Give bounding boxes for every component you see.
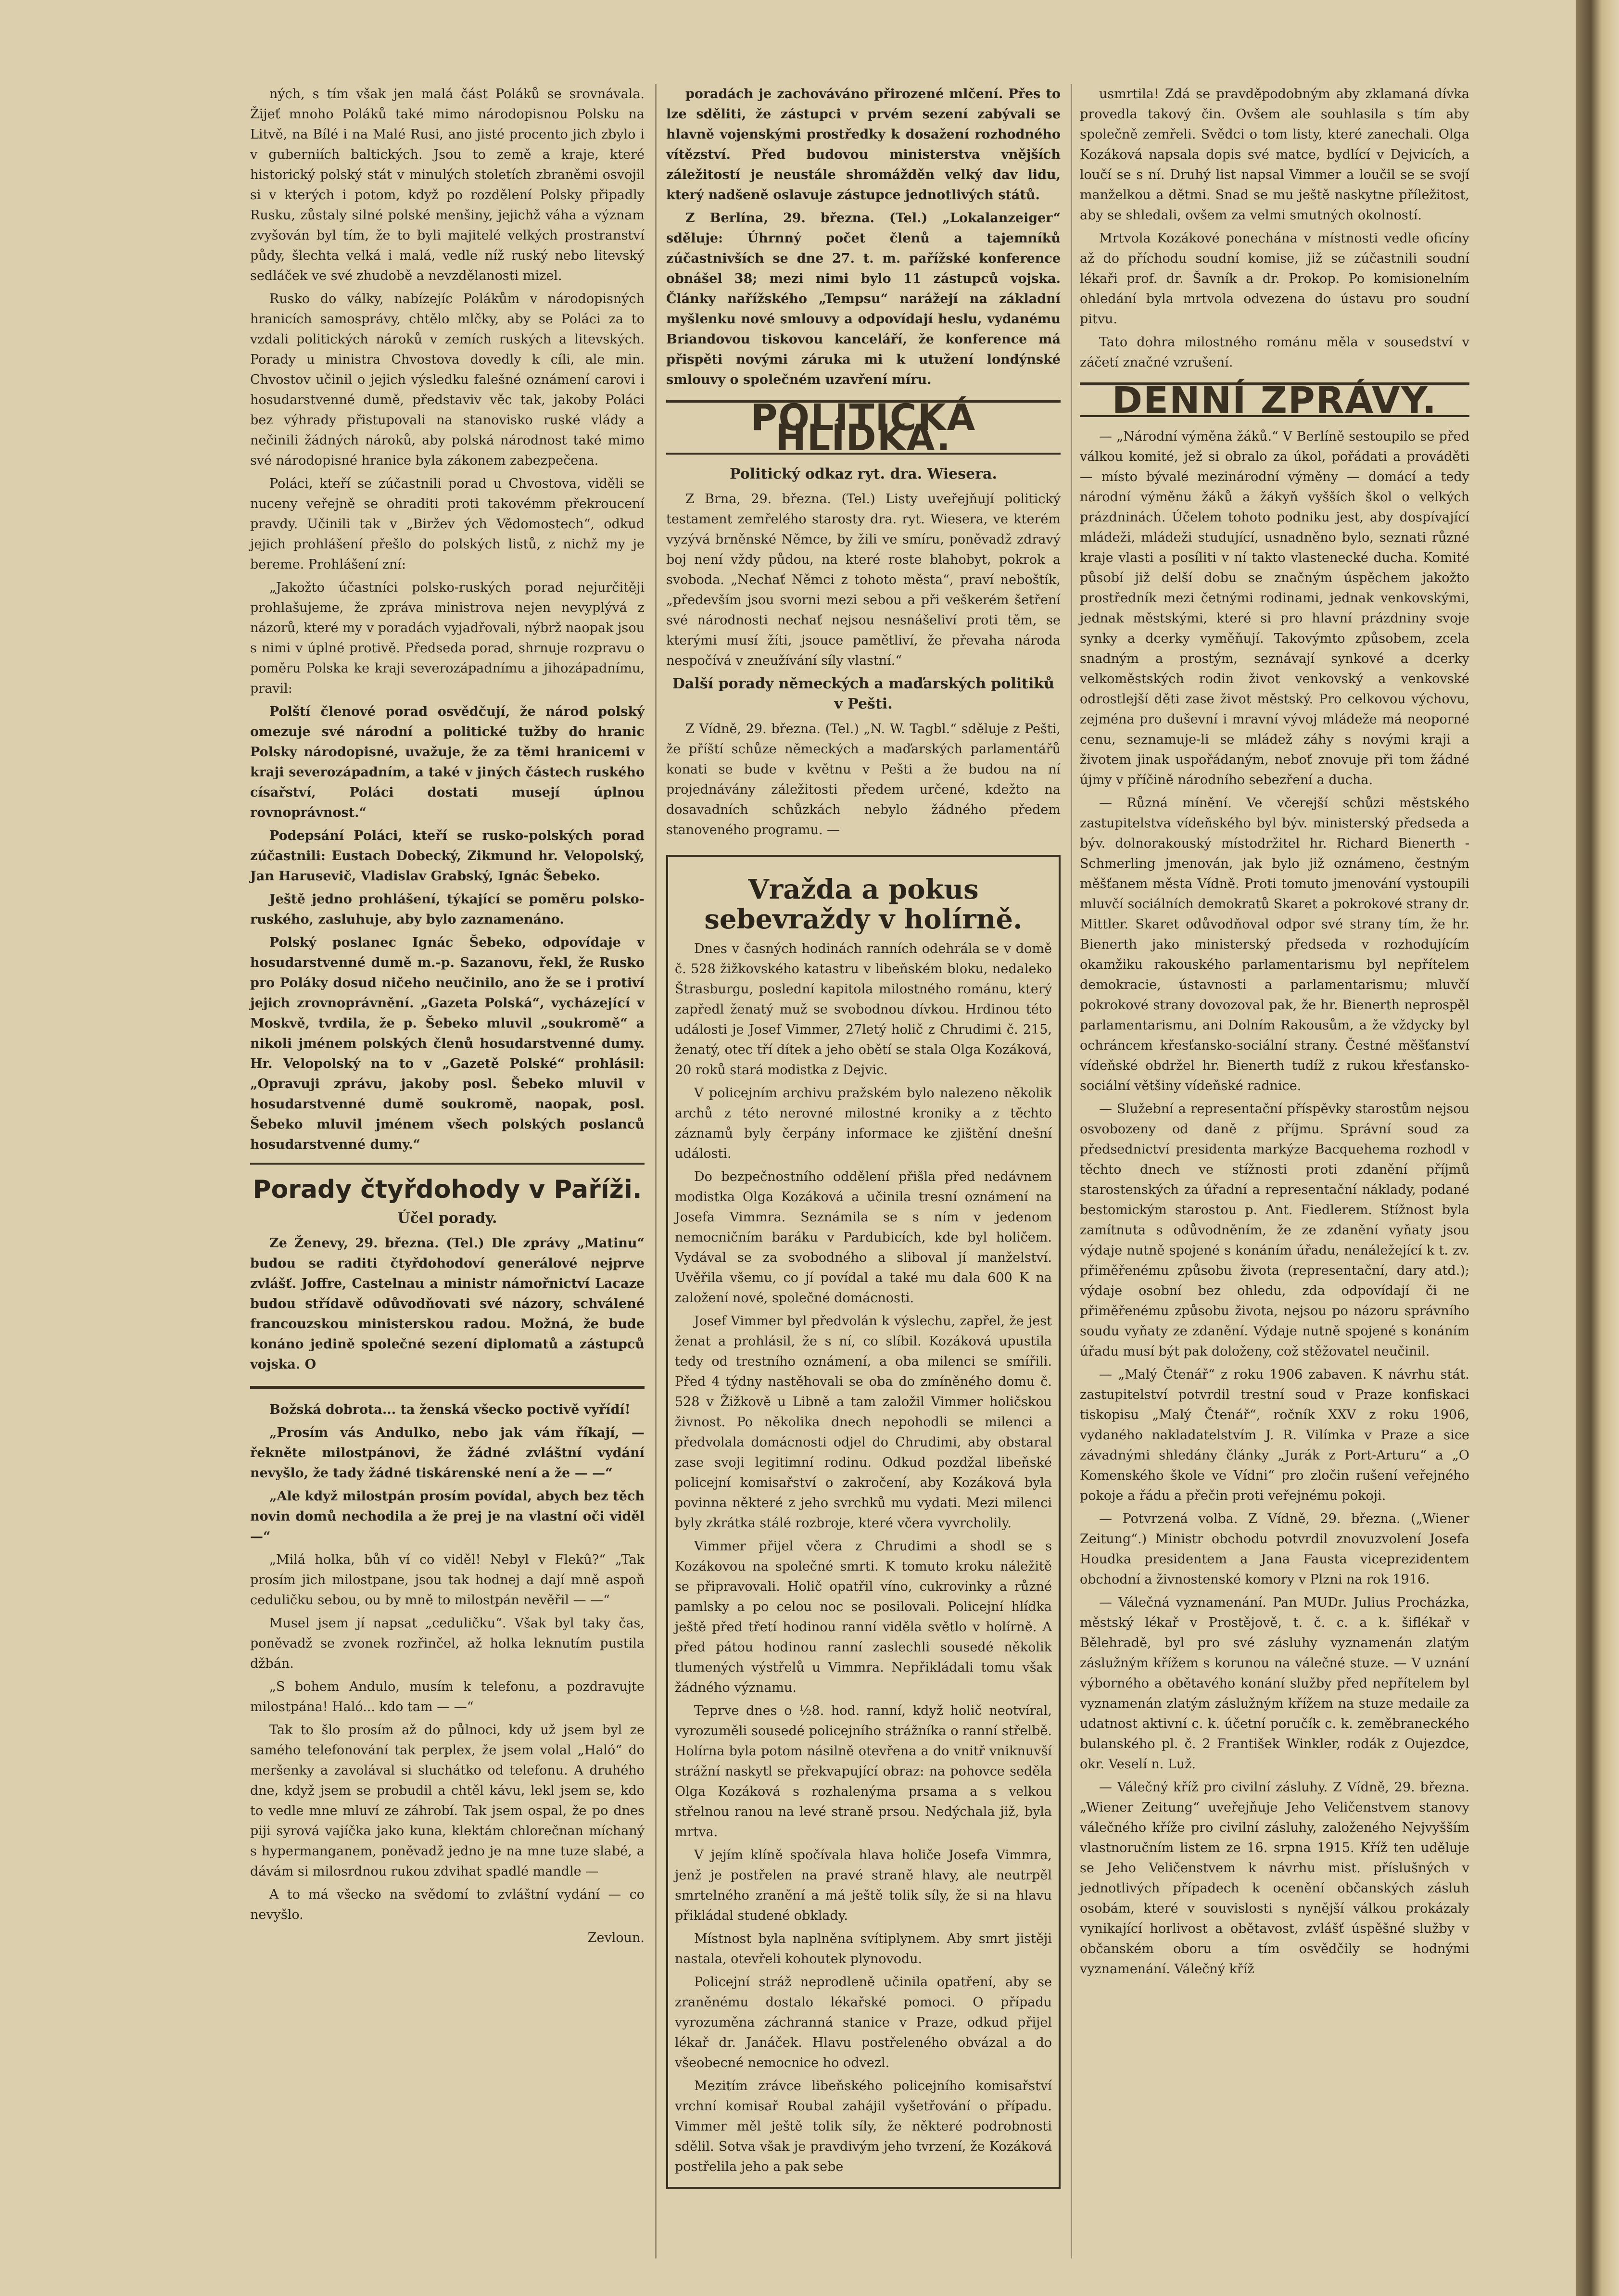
paragraph: Z Berlína, 29. března. (Tel.) „Lokalanzeiger“ sděluje: Úhrnný počet členů a tajemníků zúčastnivších se dne 27. t. m. pařížské konference obnášel 38; mezi nimi bylo 11 zástupců vojska. Články nařížského „Tempsu“ narážejí na základní myšlenku nové smlouvy a odpovídají heslu, vydanému Briandovou tiskovou kanceláří, že konference má přispěti novými záruka mi k utužení londýnské smlouvy o společném uzavření míru.	[666, 211, 1061, 387]
paragraph: — Potvrzená volba. Z Vídně, 29. března. („Wiener Zeitung“.) Ministr obchodu potvrdil znovuzvolení Josefa Houdka presidentem a Jana Fausta viceprezidentem obchodní a živnostenské komory v Plzni na rok 1916.	[1080, 1511, 1469, 1587]
column-3	[1080, 84, 1469, 1982]
paragraph: Josef Vimmer byl předvolán k výslechu, zapřel, že jest ženat a prohlásil, že s ní, co slíbil. Kozáková upustila tedy od trestního oznámení, a oba milenci se smířili. Před 4 týdny nastěhovali se oba do zmíněného domu č. 528 v Žižkově u Libně a tam založil Vimmer holičskou živnost. Po několika dnech nepohodli se milenci a předvolala domácnosti odjel do Chrudimi, aby obstaral zase svoji legitimní rodinu. Odkud pozdžal libeňské policejní komisařství o zakročení, aby Kozáková byla povinna některé z jeho svrchků mu vydati. Mezi milenci byly zkrátka stálé rozbroje, které včera vyvrcholily.	[675, 1314, 1052, 1531]
paragraph: „Jakožto účastníci polsko-ruských porad nejurčitěji prohlašujeme, že zpráva ministrova nejen nevyplývá z názorů, které my v poradách vyjadřovali, nýbrž naopak jsou s nimi v úplné protivě. Předseda porad, shrnuje rozpravu o poměru Polska ke kraji severozápadnímu a jihozápadnímu, pravil:	[250, 580, 645, 696]
article-box	[666, 855, 1061, 2189]
divider	[250, 1163, 645, 1165]
paragraph: Z Vídně, 29. března. (Tel.) „N. W. Tagbl.“ sděluje z Pešti, že příští schůze německých a maďarských parlamentářů konati se bude v květnu v Pešti a že budou na ní projednávány záležitosti předem určené, kdežto na dosavadních schůzkách nebylo žádného předem stanoveného programu. —	[666, 722, 1061, 837]
paragraph: — Válečná vyznamenání. Pan MUDr. Julius Procházka, městský lékař v Prostějově, t. č. c. a k. šiflékař v Bělehradě, byl pro své zásluhy vyznamenán zlatým záslužným křížem s korunou na válečné stuze. — V uznání výborného a obětavého konání služby před nepřítelem byl vyznamenán zlatým záslužným křížem na stuze medaile za udatnost aktivní c. k. účetní poručík c. k. zeměbraneckého bulanského pl. č. 2 František Winkler, rodák z Oujezdce, okr. Veselí n. Luž.	[1080, 1595, 1469, 1772]
article-subhead: Další porady německých a maďarských politiků v Pešti.	[672, 675, 1054, 712]
column-1	[250, 84, 645, 1948]
author-signature: Zevloun.	[587, 1930, 645, 1946]
paragraph: Musel jsem jí napsat „ceduličku“. Však byl taky čas, poněvadž se zvonek rozřinčel, až holka leknutím pustila džbán.	[250, 1616, 645, 1672]
paragraph: Vimmer přijel včera z Chrudimi a shodl se s Kozákovou na společné smrti. K tomuto kroku náležitě se připravovali. Holič opatřil víno, cukrovinky a různé pamlsky a po celou noc se posilovali. Policejní hlídka ještě před třetí hodinou ranní viděla světlo v holírně. A před pátou hodinou ranní zaslechli sousedé několik tlumených výstřelů u Vimmra. Nepřikládali tomu však žádného významu.	[675, 1539, 1052, 1696]
paragraph: A to má všecko na svědomí to zvláštní vydání — co nevyšlo.	[250, 1887, 645, 1923]
paragraph: „Milá holka, bůh ví co viděl! Nebyl v Flekû?“ „Tak prosím jich milostpane, jsou tak hodnej a dají mně aspoň ceduličku sebou, ou by mně to milostpán nevěřil — —“	[250, 1552, 645, 1608]
paragraph: Rusko do války, nabízejíc Polákům v národopisných hranicích samosprávy, chtělo mlčky, aby se Poláci za to vzdali politických nároků v zemích ruských a litevských. Porady u ministra Chvostova dovedly k cíli, ale min. Chvostov učinil o jejich výsledku falešné oznámení carovi i hosudarstvenné dumě, představiv věc tak, jakoby Poláci bez výhrady přistupovali na stanovisko ruské vlády a nečinili žádných nároků, aby polská národnost také mimo své národopisné hranice byla zákonem zabezpečena.	[250, 292, 645, 468]
article-subhead: Politický odkaz ryt. dra. Wiesera.	[730, 466, 997, 482]
paragraph: — „Národní výměna žáků.“ V Berlíně sestoupilo se před válkou komité, jež si obralo za úkol, pořádati a prováděti — místo bývalé mezinárodní výměny — domácí a tedy národní výměnu žáků a žákyň vyšších škol o velkých prázdninách. Účelem tohoto podniku jest, aby dospívající mládeži, mládeži studující, usnadněno bylo, seznati různé kraje vlasti a posíliti v ní takto vlastenecké ducha. Komité působí již delší dobu se značným úspěchem jakožto prostředník mezi četnými rodinami, jednak venkovskými, jednak městskými, které si pro hlavní prázdniny svoje synky a dcerky vyměňují. Takovýmto způsobem, zcela snadným a prostým, seznávají synkové a dcerky velkoměstských rodin život venkovský a venkovské odrostlejší děti zase život městský. Pro celkovou výchovu, zejména pro duševní i mravní vývoj mládeže má neoporné cenu, seznamuje-li se mládež záhy s novými kraji a životem jinak uspořádaným, neboť znovuje při tom žádné újmy v příčině národního sebezření a ducha.	[1080, 429, 1469, 787]
paragraph: Teprve dnes o ½8. hod. ranní, když holič neotvíral, vyrozuměli sousedé policejního strážníka o ranní střelbě. Holírna byla potom násilně otevřena a do vnitř vniknuvší strážní naskytl se překvapující obraz: na pohovce seděla Olga Kozáková s rozhalenýma prsama a s velkou střelnou ranou na levé straně prsou. Nedýchala již, byla mrtva.	[675, 1703, 1052, 1840]
paragraph: V policejním archivu pražském bylo nalezeno několik archů z této nerovné milostné kroniky a z těchto záznamů byly čerpány informace ke zjištění dnešní události.	[675, 1086, 1052, 1162]
paragraph: poradách je zachováváno přirozené mlčení. Přes to lze sděliti, že zástupci v prvém sezení zabývali se hlavně vojenskými prostředky k dosažení rozhodného vítězství. Před budovou ministerstva vnějších záležitostí je neustále shromážděn velký dav lidu, který nadšeně oslavuje zástupce jednotlivých států.	[666, 87, 1061, 203]
paragraph: Policejní stráž neprodleně učinila opatření, aby se zraněnému dostalo lékařské pomoci. O případu vyrozuměna záchranná stanice v Praze, odkud přijel lékař dr. Janáček. Hlavu postřeleného obvázal a do všeobecné nemocnice ho odvezl.	[675, 1975, 1052, 2071]
paragraph: Dnes v časných hodinách ranních odehrála se v domě č. 528 žižkovského katastru v libeňském bloku, nedaleko Štrasburgu, poslední kapitola milostného románu, který zapředl ženatý muž se svobodnou dívkou. Hrdinou této události je Josef Vimmer, 27letý holič z Chrudimi č. 215, ženatý, otec tří dítek a jeho obětí se stala Olga Kozáková, 20 roků stará modistka z Dejvic.	[675, 941, 1052, 1078]
column-2	[666, 84, 1061, 2203]
paragraph: Poláci, kteří se zúčastnili porad u Chvostova, viděli se nuceny veřejně se ohraditi proti takovémm překroucení pravdy. Učinili tak v „Biržev ých Vědomostech“, odkud jejich prohlášení přešlo do polských listů, z nichž my je bereme. Prohlášení zní:	[250, 476, 645, 572]
paragraph: „Ale když milostpán prosím povídal, abych bez těch novin domů nechodila a že prej je na vlastní oči viděl —“	[250, 1489, 645, 1545]
paragraph: V jejím klíně spočívala hlava holiče Josefa Vimmra, jenž je postřelen na pravé straně hlavy, ale neutrpěl smrtelného zranění a má ještě tolik síly, že si na hlavu přikládal studené obklady.	[675, 1848, 1052, 1924]
page-edge	[1576, 0, 1619, 2296]
paragraph: Ještě jedno prohlášení, týkající se poměru polsko-ruského, zasluhuje, aby bylo zaznamenáno.	[250, 892, 645, 927]
section-banner: DENNÍ ZPRÁVY.	[1080, 382, 1469, 417]
paragraph: ných, s tím však jen malá část Poláků se srovnávala. Žijeť mnoho Poláků také mimo národopisnou Polsku na Litvě, na Bílé i na Malé Rusi, ano jisté procento jich zbylo i v guberniích baltických. Jsou to země a kraje, které historický polský stát v minulých stoletích zbraněmi osvojil si v kterých i potom, když po rozdělení Polsky připadly Rusku, zůstaly silné polské menšiny, jejichž váha a význam zvyšován byl tím, že to byli majitelé velkých prostranství půdy, šlechta velká i malá, vedle níž ruský nebo litevský sedláček ve své zhudobě a nevzdělanosti mizel.	[250, 87, 645, 283]
paragraph: — Různá mínění. Ve včerejší schůzi městského zastupitelstva vídeňského byl býv. ministerský předseda a býv. dolnorakouský místodržitel hr. Richard Bienerth -Schmerling jmenován, jak bylo již oznámeno, čestným měšťanem města Vídně. Proti tomuto jmenování vystoupili mluvčí sociálních demokratů Skaret a pokrokové strany dr. Mittler. Skaret odůvodňoval odpor své strany tím, že hr. Bienerth jako ministerský předseda v rozhodujícím okamžiku rakouského parlamentarismu byl nepřítelem demokracie, ústavnosti a parlamentarismu; mluvčí pokrokové strany dovozoval pak, že hr. Bienerth neprospěl parlamentarismu, ani Dolním Rakousům, a že vždycky byl ochráncem křesťansko-sociální strany. Čestné měšťanství vídeňské obdržel hr. Bienerth tudíž z rukou křesťansko-sociální většiny vídeňské radnice.	[1080, 796, 1469, 1093]
paragraph: Tak to šlo prosím až do půlnoci, kdy už jsem byl ze samého telefonování tak perplex, že jsem volal „Haló“ do meršenky a zavolával si sluchátko od telefonu. A druhého dne, když jsem se probudil a chtěl kávu, lekl jsem se, kdo to vedle mne mluví ze záhrobí. Tak jsem ospal, že po dnes piji syrová vajíčka jako kuna, klektám chlorečnan míchaný s hypermanganem, poněvadž jedno je na mne tuze slabé, a dávám si milosrdnou rukou zdvihat spadlé mandle —	[250, 1723, 645, 1879]
divider	[250, 1383, 645, 1391]
paragraph: Polští členové porad osvědčují, že národ polský omezuje své národní a politické tužby do hranic Polsky národopisné, uvažuje, že za těmi hranicemi v kraji severozápadním, a také v jiných částech ruského císařství, Poláci dostati musejí úplnou rovnoprávnost.“	[250, 704, 645, 820]
paragraph: Do bezpečnostního oddělení přišla před nedávnem modistka Olga Kozáková a učinila tresní oznámení na Josefa Vimmra. Seznámila se s ním v jedenom nemocničním baráku v Pardubicích, kde byl holičem. Vydával se za svobodného a sliboval jí manželství. Uvěřila všemu, co jí povídal a také mu dala 600 K na založení nové, společné domácnosti.	[675, 1169, 1052, 1306]
paragraph: usmrtila! Zdá se pravděpodobným aby zklamaná dívka provedla takový čin. Ovšem ale souhlasila s tím aby společně zemřeli. Svědci o tom listy, které zanechali. Olga Kozáková napsala dopis své matce, bydlící v Dejvicích, a loučí se s ní. Druhý list napsal Vimmer a loučil se se svojí manželkou a dětmi. Snad se mu ještě naskytne příležitost, aby se shledali, ovšem za velmi smutných okolností.	[1080, 87, 1469, 223]
article-headline: Vražda a pokus sebevraždy v holírně.	[704, 874, 1023, 935]
paragraph: Místnost byla naplněna svítiplynem. Aby smrt jistěji nastala, otevřeli kohoutek plynovodu.	[675, 1931, 1052, 1967]
article-headline: Porady čtyřdohody v Paříži.	[253, 1175, 642, 1204]
section-banner: POLITICKÁ HLÍDKA.	[666, 400, 1061, 455]
paragraph: Božská dobrota... ta ženská všecko poctivě vyřídí!	[269, 1402, 631, 1418]
paragraph: — Válečný kříž pro civilní zásluhy. Z Vídně, 29. března. „Wiener Zeitung“ uveřejňuje Jeho Veličenstvem stanovy válečného kříže pro civilní zásluhy, založeného Nejvyšším vlastnoručním listem ze 16. srpna 1915. Kříž ten uděluje se Jeho Veličenstvem k návrhu mist. příslušných v jednotlivých případech k ocenění občanských zásluh osobám, které v souvislosti s nynější válkou prokázaly vynikající horlivost a obětavost, zvlášť úspěšné služby v občanském oboru a tím osvědčily se hodnými vyznamenání. Válečný kříž	[1080, 1780, 1469, 1977]
column-rule	[655, 84, 657, 2258]
paragraph: Ze Ženevy, 29. března. (Tel.) Dle zprávy „Matinu“ budou se raditi čtyřdohodoví generálové nejprve zvlášť. Joffre, Castelnau a ministr námořnictví Lacaze budou střídavě odůvodňovati své názory, schválené francouzskou ministerskou radou. Možná, že bude konáno jedině společné sezení diplomatů a zástupců vojska. O	[250, 1236, 645, 1372]
paragraph: „Prosím vás Andulko, nebo jak vám říkají, — řekněte milostpánovi, že žádné zvláštní vydání nevyšlo, že tady žádné tiskárenské není a že — —“	[250, 1425, 645, 1481]
paragraph: „S bohem Andulo, musím k telefonu, a pozdravujte milostpána! Haló... kdo tam — —“	[250, 1679, 645, 1715]
paragraph: Z Brna, 29. března. (Tel.) Listy uveřejňují politický testament zemřelého starosty dra. ryt. Wiesera, ve kterém vyzývá brněnské Němce, by žili ve smíru, poněvadž zdravý boj není vždy půdou, na které roste blahobyt, pokrok a svoboda. „Nechať Němci z tohoto města“, praví neboštík, „především jsou svorni mezi sebou a při veškerém šetření své národnosti nechať nejsou nesnášeliví proti těm, se kterými musí žíti, jsouce pamětliví, že převaha národa nespočívá v zneužívání síly vlastní.“	[666, 492, 1061, 668]
paragraph: — „Malý Čtenář“ z roku 1906 zabaven. K návrhu stát. zastupitelství potvrdil trestní soud v Praze konfiskaci tiskopisu „Malý Čtenář“, ročník XXV z roku 1906, vydaného nakladatelstvím J. R. Vilímka v Praze a sice závadnými shledány články „Jurák z Port-Arturu“ a „O Komenského škole ve Vídni“ pro zločin rušení veřejného pokoje a řádu a přečin proti veřejnému pokoji.	[1080, 1367, 1469, 1503]
paragraph: Polský poslanec Ignác Šebeko, odpovídaje v hosudarstvenné dumě m.-p. Sazanovu, řekl, že Rusko pro Poláky dosud ničeho neučinilo, ano že se i protiví jejich zrovnoprávnění. „Gazeta Polská“, vycházející v Moskvě, tvrdila, že p. Šebeko mluvil „soukromě“ a nikoli jménem polských členů hosudarstvenné dumy. Hr. Velopolský na to v „Gazetě Polské“ prohlásil: „Opravuji zprávu, jakoby posl. Šebeko mluvil v hosudarstvenné dumě soukromě, naopak, posl. Šebeko mluvil jménem všech polských poslanců hosudarstvenné dumy.“	[250, 935, 645, 1152]
paragraph: Mezitím zrávce libeňského policejního komisařství vrchní komisař Roubal zahájil vyšetřování o případu. Vimmer měl ještě tolik síly, že některé podrobnosti sdělil. Sotva však je pravdivým jeho tvrzení, že Kozáková postřelila jeho a pak sebe	[675, 2079, 1052, 2175]
paragraph: — Služební a representační příspěvky starostům nejsou osvobozeny od daně z příjmu. Správní soud za předsednictví presidenta markýze Bacquehema rozhodl v těchto dnech ve stížnosti proti zdanění příjmů starostenských za úřadní a representační náklady, podané bestomickým starostou p. Ant. Fiedlerem. Stížnost byla zamítnuta s odůvodněním, že ze zdanění vyňaty jsou výdaje nutně spojené s konáním úřadu, nenáležející k t. zv. přiměřenému způsobu života (representační, dary atd.); výdaje osobní bez ohledu, zda odpovídají či ne přiměřenému způsobu života, nejsou po názoru správního soudu vyňaty ze zdanění. Výdaje nutně spojené s konáním úřadu musí být pak doloženy, což stěžovatel neučinil.	[1080, 1102, 1469, 1359]
column-rule	[1071, 84, 1072, 2258]
article-subhead: Účel porady.	[397, 1210, 497, 1227]
paragraph: Tato dohra milostného románu měla v sousedství v záčetí značné vzrušení.	[1080, 335, 1469, 370]
paragraph: Mrtvola Kozákové ponechána v místnosti vedle oficíny až do příchodu soudní komise, již se zúčastnili soudní lékaři prof. dr. Šavník a dr. Prokop. Po komisionelním ohledání byla mrtvola odvezena do ústavu pro soudní pitvu.	[1080, 231, 1469, 327]
paragraph: Podepsání Poláci, kteří se rusko-polských porad zúčastnili: Eustach Dobecký, Zikmund hr. Velopolský, Jan Harusevič, Vladislav Grabský, Ignác Šebeko.	[250, 828, 645, 884]
